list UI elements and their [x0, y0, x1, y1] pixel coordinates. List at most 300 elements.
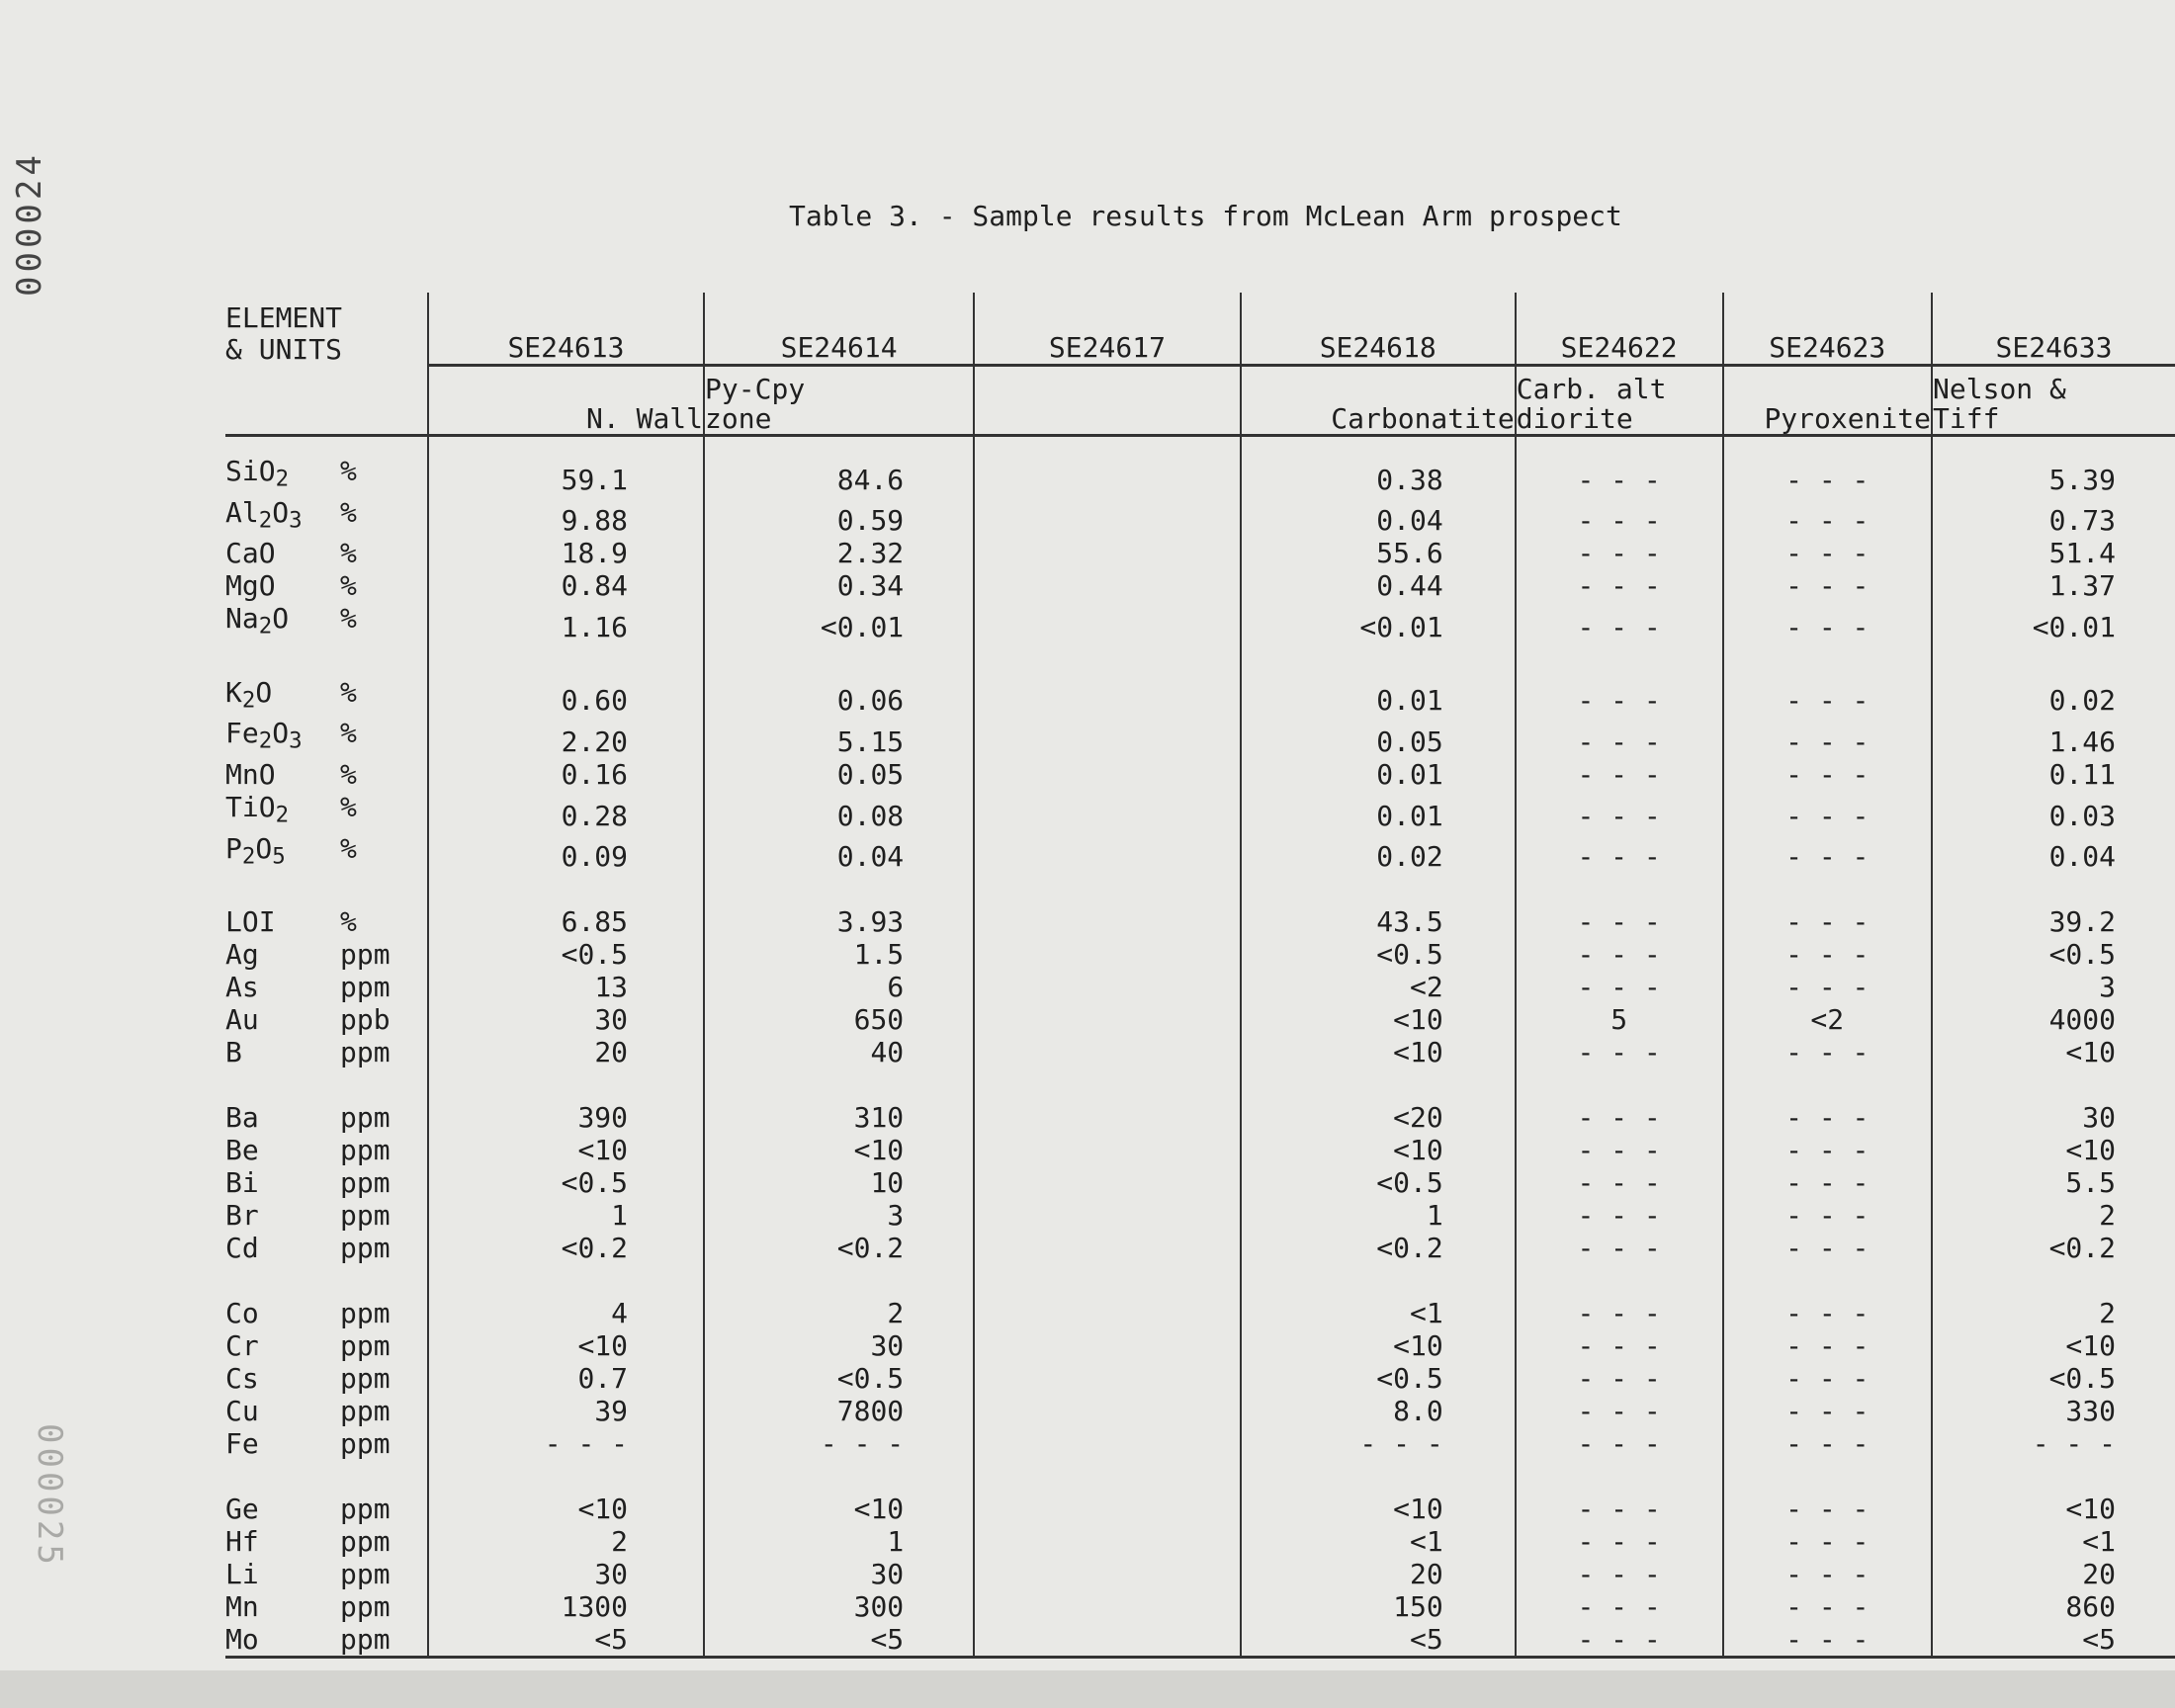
- value-cell: - - -: [1723, 832, 1932, 874]
- table-row: [225, 537, 2175, 569]
- unit-label: ppb: [340, 1003, 391, 1037]
- value-cell: [974, 1493, 1241, 1525]
- value-cell: 390: [428, 1101, 704, 1134]
- table-row: [225, 1427, 2175, 1460]
- value-cell: - - -: [1723, 496, 1932, 538]
- value-cell: 1.37: [1932, 569, 2175, 602]
- value-cell: - - -: [1516, 1395, 1723, 1427]
- value-cell: 3: [704, 1199, 974, 1232]
- unit-label: ppm: [340, 1166, 391, 1200]
- value-cell: [974, 1395, 1241, 1427]
- unit-label: %: [340, 602, 357, 636]
- value-cell: - - -: [1723, 1166, 1932, 1199]
- value-cell: - - -: [1516, 1036, 1723, 1068]
- value-cell: <0.2: [1241, 1232, 1516, 1264]
- value-cell: 10: [704, 1166, 974, 1199]
- element-symbol: Li: [225, 1558, 259, 1591]
- sample-description: Carb. alt diorite: [1516, 366, 1723, 436]
- value-cell: <0.2: [428, 1232, 704, 1264]
- unit-label: %: [340, 757, 357, 791]
- value-cell: 1: [704, 1525, 974, 1558]
- value-cell: 13: [428, 971, 704, 1003]
- value-cell: 2.20: [428, 717, 704, 758]
- value-cell: [974, 496, 1241, 538]
- value-cell: 8.0: [1241, 1395, 1516, 1427]
- value-cell: - - -: [1723, 1297, 1932, 1329]
- value-cell: 0.06: [704, 676, 974, 718]
- value-cell: <0.5: [1241, 1362, 1516, 1395]
- table-row: [225, 455, 2175, 496]
- element-symbol: CaO: [225, 537, 276, 570]
- value-cell: - - -: [1516, 1525, 1723, 1558]
- value-cell: 0.04: [1241, 496, 1516, 538]
- value-cell: <10: [1932, 1036, 2175, 1068]
- element-symbol: Ba: [225, 1101, 259, 1135]
- value-cell: - - -: [1516, 1493, 1723, 1525]
- value-cell: [974, 1134, 1241, 1166]
- value-cell: 0.01: [1241, 758, 1516, 791]
- table-row: [225, 905, 2175, 938]
- value-cell: 1300: [428, 1590, 704, 1623]
- unit-label: ppm: [340, 1101, 391, 1135]
- value-cell: <0.5: [1932, 938, 2175, 971]
- value-cell: <0.01: [1241, 602, 1516, 643]
- value-cell: - - -: [1723, 717, 1932, 758]
- table-row: [225, 676, 2175, 718]
- unit-label: ppm: [340, 1232, 391, 1265]
- unit-label: %: [340, 675, 357, 709]
- value-cell: [974, 676, 1241, 718]
- table-row: [225, 1036, 2175, 1068]
- element-symbol: $P_2O_5$: [225, 831, 286, 870]
- value-cell: - - -: [1723, 569, 1932, 602]
- unit-label: %: [340, 495, 357, 529]
- value-cell: <0.5: [1932, 1362, 2175, 1395]
- element-cell: [225, 717, 428, 758]
- value-cell: <10: [428, 1493, 704, 1525]
- sample-header: SE24623: [1723, 293, 1932, 366]
- element-symbol: $K_2O$: [225, 675, 273, 714]
- element-symbol: TiO$_2$: [225, 790, 290, 828]
- value-cell: [974, 1525, 1241, 1558]
- value-cell: 30: [1932, 1101, 2175, 1134]
- value-cell: [974, 791, 1241, 832]
- value-cell: [974, 1590, 1241, 1623]
- value-cell: 30: [704, 1329, 974, 1362]
- value-cell: 30: [428, 1003, 704, 1036]
- value-cell: 330: [1932, 1395, 2175, 1427]
- value-cell: [974, 1362, 1241, 1395]
- value-cell: - - -: [1516, 791, 1723, 832]
- unit-label: %: [340, 717, 357, 750]
- value-cell: 0.44: [1241, 569, 1516, 602]
- element-cell: [225, 1003, 428, 1036]
- value-cell: 0.38: [1241, 455, 1516, 496]
- value-cell: <10: [704, 1134, 974, 1166]
- value-cell: <0.5: [1241, 938, 1516, 971]
- value-cell: - - -: [1516, 1232, 1723, 1264]
- element-symbol: Cs: [225, 1362, 259, 1396]
- table-row: [225, 1362, 2175, 1395]
- value-cell: - - -: [1723, 1623, 1932, 1658]
- value-cell: - - -: [1723, 1395, 1932, 1427]
- value-cell: - - -: [1723, 1525, 1932, 1558]
- value-cell: - - -: [1723, 1493, 1932, 1525]
- value-cell: <20: [1241, 1101, 1516, 1134]
- value-cell: 0.11: [1932, 758, 2175, 791]
- value-cell: - - -: [1516, 676, 1723, 718]
- value-cell: - - -: [1516, 905, 1723, 938]
- value-cell: 2: [1932, 1199, 2175, 1232]
- table-row: [225, 791, 2175, 832]
- unit-label: %: [340, 455, 357, 487]
- element-symbol: Be: [225, 1134, 259, 1167]
- value-cell: - - -: [1516, 1329, 1723, 1362]
- value-cell: [974, 1036, 1241, 1068]
- value-cell: <10: [1241, 1134, 1516, 1166]
- value-cell: 0.05: [1241, 717, 1516, 758]
- value-cell: [974, 832, 1241, 874]
- element-cell: [225, 1558, 428, 1590]
- value-cell: 6.85: [428, 905, 704, 938]
- value-cell: <1: [1241, 1297, 1516, 1329]
- element-symbol: Fe: [225, 1427, 259, 1461]
- element-cell: [225, 1199, 428, 1232]
- value-cell: 6: [704, 971, 974, 1003]
- unit-label: %: [340, 831, 357, 865]
- value-cell: 310: [704, 1101, 974, 1134]
- unit-label: ppm: [340, 1362, 391, 1396]
- value-cell: <0.5: [428, 938, 704, 971]
- table-row: [225, 1232, 2175, 1264]
- element-cell: [225, 1329, 428, 1362]
- value-cell: - - -: [1516, 496, 1723, 538]
- table-row: [225, 496, 2175, 538]
- value-cell: [974, 1003, 1241, 1036]
- unit-label: ppm: [340, 1199, 391, 1233]
- element-cell: [225, 496, 428, 538]
- unit-label: %: [340, 569, 357, 603]
- value-cell: <2: [1723, 1003, 1932, 1036]
- page-stamp-top: 000024: [10, 151, 49, 297]
- units-label: & UNITS: [225, 332, 343, 366]
- value-cell: 5.39: [1932, 455, 2175, 496]
- element-cell: [225, 758, 428, 791]
- value-cell: 20: [1932, 1558, 2175, 1590]
- value-cell: - - -: [1723, 1362, 1932, 1395]
- value-cell: - - -: [1516, 971, 1723, 1003]
- table-row: [225, 1134, 2175, 1166]
- value-cell: [974, 1166, 1241, 1199]
- value-cell: 0.05: [704, 758, 974, 791]
- element-symbol: $Na_2O$: [225, 602, 290, 640]
- value-cell: 4: [428, 1297, 704, 1329]
- table-row: [225, 971, 2175, 1003]
- value-cell: [974, 1329, 1241, 1362]
- value-cell: 0.16: [428, 758, 704, 791]
- value-cell: <10: [1241, 1003, 1516, 1036]
- value-cell: 5.15: [704, 717, 974, 758]
- value-cell: 7800: [704, 1395, 974, 1427]
- table-row: [225, 1101, 2175, 1134]
- unit-label: ppm: [340, 1427, 391, 1461]
- value-cell: 0.7: [428, 1362, 704, 1395]
- value-cell: 2: [704, 1297, 974, 1329]
- value-cell: [974, 758, 1241, 791]
- value-cell: <0.2: [1932, 1232, 2175, 1264]
- value-cell: <10: [1932, 1329, 2175, 1362]
- value-cell: 39.2: [1932, 905, 2175, 938]
- value-cell: - - -: [1516, 758, 1723, 791]
- table-row: [225, 1623, 2175, 1658]
- value-cell: [974, 1101, 1241, 1134]
- value-cell: - - -: [704, 1427, 974, 1460]
- spacer-row: [225, 1264, 2175, 1297]
- unit-label: ppm: [340, 971, 391, 1004]
- value-cell: 0.02: [1241, 832, 1516, 874]
- value-cell: 150: [1241, 1590, 1516, 1623]
- element-cell: [225, 905, 428, 938]
- table-row: [225, 1590, 2175, 1623]
- element-units-header: [225, 293, 428, 366]
- value-cell: 55.6: [1241, 537, 1516, 569]
- sample-header: SE24614: [704, 293, 974, 366]
- value-cell: [974, 938, 1241, 971]
- unit-label: ppm: [340, 1036, 391, 1069]
- unit-label: ppm: [340, 1623, 391, 1657]
- value-cell: - - -: [1723, 1590, 1932, 1623]
- value-cell: <0.2: [704, 1232, 974, 1264]
- value-cell: 2.32: [704, 537, 974, 569]
- sample-header: SE24622: [1516, 293, 1723, 366]
- spacer-row: [225, 436, 2175, 456]
- value-cell: - - -: [1932, 1427, 2175, 1460]
- element-cell: [225, 1525, 428, 1558]
- value-cell: [974, 1427, 1241, 1460]
- page-stamp-bottom: 000025: [30, 1423, 69, 1569]
- value-cell: - - -: [1516, 537, 1723, 569]
- sample-description: Py-Cpy zone: [704, 366, 974, 436]
- sample-description: N. Wall: [428, 366, 704, 436]
- spacer-row: [225, 873, 2175, 905]
- element-symbol: Mn: [225, 1590, 259, 1624]
- value-cell: <10: [1241, 1329, 1516, 1362]
- element-cell: [225, 1623, 428, 1658]
- value-cell: [974, 971, 1241, 1003]
- value-cell: - - -: [1723, 676, 1932, 718]
- element-cell: [225, 971, 428, 1003]
- value-cell: 0.60: [428, 676, 704, 718]
- value-cell: - - -: [1723, 1329, 1932, 1362]
- value-cell: 860: [1932, 1590, 2175, 1623]
- element-cell: [225, 537, 428, 569]
- value-cell: [974, 537, 1241, 569]
- value-cell: - - -: [1516, 1134, 1723, 1166]
- value-cell: 1.46: [1932, 717, 2175, 758]
- value-cell: <10: [428, 1329, 704, 1362]
- table-row: [225, 1525, 2175, 1558]
- element-cell: [225, 1427, 428, 1460]
- element-symbol: MnO: [225, 757, 276, 791]
- element-symbol: Mo: [225, 1623, 259, 1657]
- value-cell: - - -: [1723, 537, 1932, 569]
- value-cell: 3.93: [704, 905, 974, 938]
- table-row: [225, 938, 2175, 971]
- element-symbol: Hf: [225, 1525, 259, 1559]
- element-symbol: Ag: [225, 938, 259, 972]
- table-row: [225, 832, 2175, 874]
- value-cell: - - -: [1723, 971, 1932, 1003]
- sample-header: SE24618: [1241, 293, 1516, 366]
- value-cell: 18.9: [428, 537, 704, 569]
- table-row: [225, 1493, 2175, 1525]
- value-cell: [974, 602, 1241, 643]
- value-cell: [974, 1232, 1241, 1264]
- table-row: [225, 1199, 2175, 1232]
- value-cell: <0.5: [428, 1166, 704, 1199]
- table-title: Table 3. - Sample results from McLean Arm prospect: [789, 200, 1622, 232]
- element-cell: [225, 1590, 428, 1623]
- value-cell: 2: [1932, 1297, 2175, 1329]
- value-cell: [974, 1297, 1241, 1329]
- spacer-row: [225, 1068, 2175, 1101]
- sample-description: Nelson & Tiff: [1932, 366, 2175, 436]
- value-cell: 3: [1932, 971, 2175, 1003]
- unit-label: ppm: [340, 1297, 391, 1330]
- value-cell: - - -: [1723, 1232, 1932, 1264]
- spacer-row: [225, 1460, 2175, 1493]
- value-cell: 20: [428, 1036, 704, 1068]
- table-row: [225, 569, 2175, 602]
- value-cell: 30: [704, 1558, 974, 1590]
- element-symbol: Cr: [225, 1329, 259, 1363]
- unit-label: ppm: [340, 1493, 391, 1526]
- element-cell: [225, 1036, 428, 1068]
- table-row: [225, 758, 2175, 791]
- value-cell: - - -: [1516, 1297, 1723, 1329]
- element-cell: [225, 1166, 428, 1199]
- unit-label: ppm: [340, 1134, 391, 1167]
- element-symbol: $Al_2O_3$: [225, 495, 303, 534]
- value-cell: <5: [704, 1623, 974, 1658]
- spacer-row: [225, 643, 2175, 676]
- element-cell: [225, 1493, 428, 1525]
- element-symbol: As: [225, 971, 259, 1004]
- value-cell: <5: [428, 1623, 704, 1658]
- value-cell: 20: [1241, 1558, 1516, 1590]
- element-symbol: B: [225, 1036, 242, 1069]
- unit-label: ppm: [340, 1329, 391, 1363]
- value-cell: - - -: [1516, 1166, 1723, 1199]
- element-cell: [225, 455, 428, 496]
- value-cell: 650: [704, 1003, 974, 1036]
- value-cell: <5: [1241, 1623, 1516, 1658]
- value-cell: 1: [1241, 1199, 1516, 1232]
- unit-label: ppm: [340, 1590, 391, 1624]
- element-cell: [225, 569, 428, 602]
- sample-description: [974, 366, 1241, 436]
- value-cell: 300: [704, 1590, 974, 1623]
- element-symbol: SiO$_2$: [225, 455, 290, 492]
- element-symbol: Bi: [225, 1166, 259, 1200]
- unit-label: %: [340, 537, 357, 570]
- element-symbol: Ge: [225, 1493, 259, 1526]
- value-cell: 43.5: [1241, 905, 1516, 938]
- value-cell: 0.08: [704, 791, 974, 832]
- table-row: [225, 1003, 2175, 1036]
- value-cell: 0.09: [428, 832, 704, 874]
- value-cell: 0.04: [1932, 832, 2175, 874]
- value-cell: - - -: [1516, 602, 1723, 643]
- value-cell: - - -: [1723, 905, 1932, 938]
- value-cell: - - -: [1516, 1427, 1723, 1460]
- value-cell: <1: [1241, 1525, 1516, 1558]
- unit-label: ppm: [340, 1558, 391, 1591]
- value-cell: - - -: [1723, 1036, 1932, 1068]
- table-row: [225, 1166, 2175, 1199]
- value-cell: [974, 1558, 1241, 1590]
- value-cell: 5: [1516, 1003, 1723, 1036]
- value-cell: 1.16: [428, 602, 704, 643]
- element-cell: [225, 1232, 428, 1264]
- element-symbol: Cu: [225, 1395, 259, 1428]
- table-row: [225, 602, 2175, 643]
- table-body: [225, 436, 2175, 1658]
- value-cell: <10: [1932, 1493, 2175, 1525]
- value-cell: <0.01: [704, 602, 974, 643]
- element-cell: [225, 1297, 428, 1329]
- value-cell: - - -: [1516, 938, 1723, 971]
- sample-header: SE24633: [1932, 293, 2175, 366]
- value-cell: - - -: [1241, 1427, 1516, 1460]
- value-cell: <10: [704, 1493, 974, 1525]
- unit-label: %: [340, 790, 357, 823]
- value-cell: [974, 905, 1241, 938]
- value-cell: <10: [1241, 1036, 1516, 1068]
- element-symbol: Br: [225, 1199, 259, 1233]
- value-cell: - - -: [1516, 1199, 1723, 1232]
- unit-label: ppm: [340, 1395, 391, 1428]
- value-cell: - - -: [1723, 758, 1932, 791]
- value-cell: 2: [428, 1525, 704, 1558]
- value-cell: 0.03: [1932, 791, 2175, 832]
- value-cell: <10: [428, 1134, 704, 1166]
- element-cell: [225, 1134, 428, 1166]
- value-cell: - - -: [1723, 791, 1932, 832]
- element-symbol: Cd: [225, 1232, 259, 1265]
- element-cell: [225, 1395, 428, 1427]
- value-cell: [974, 717, 1241, 758]
- value-cell: 84.6: [704, 455, 974, 496]
- value-cell: [974, 569, 1241, 602]
- value-cell: - - -: [1723, 1558, 1932, 1590]
- sample-results-table: [225, 293, 2175, 1659]
- value-cell: <10: [1241, 1493, 1516, 1525]
- value-cell: - - -: [1723, 455, 1932, 496]
- value-cell: 0.01: [1241, 676, 1516, 718]
- value-cell: - - -: [428, 1427, 704, 1460]
- value-cell: 4000: [1932, 1003, 2175, 1036]
- value-cell: <2: [1241, 971, 1516, 1003]
- value-cell: [974, 1623, 1241, 1658]
- element-cell: [225, 1362, 428, 1395]
- element-symbol: MgO: [225, 569, 276, 603]
- table-row: [225, 1558, 2175, 1590]
- value-cell: 39: [428, 1395, 704, 1427]
- value-cell: - - -: [1723, 1101, 1932, 1134]
- table-row: [225, 1297, 2175, 1329]
- element-cell: [225, 1101, 428, 1134]
